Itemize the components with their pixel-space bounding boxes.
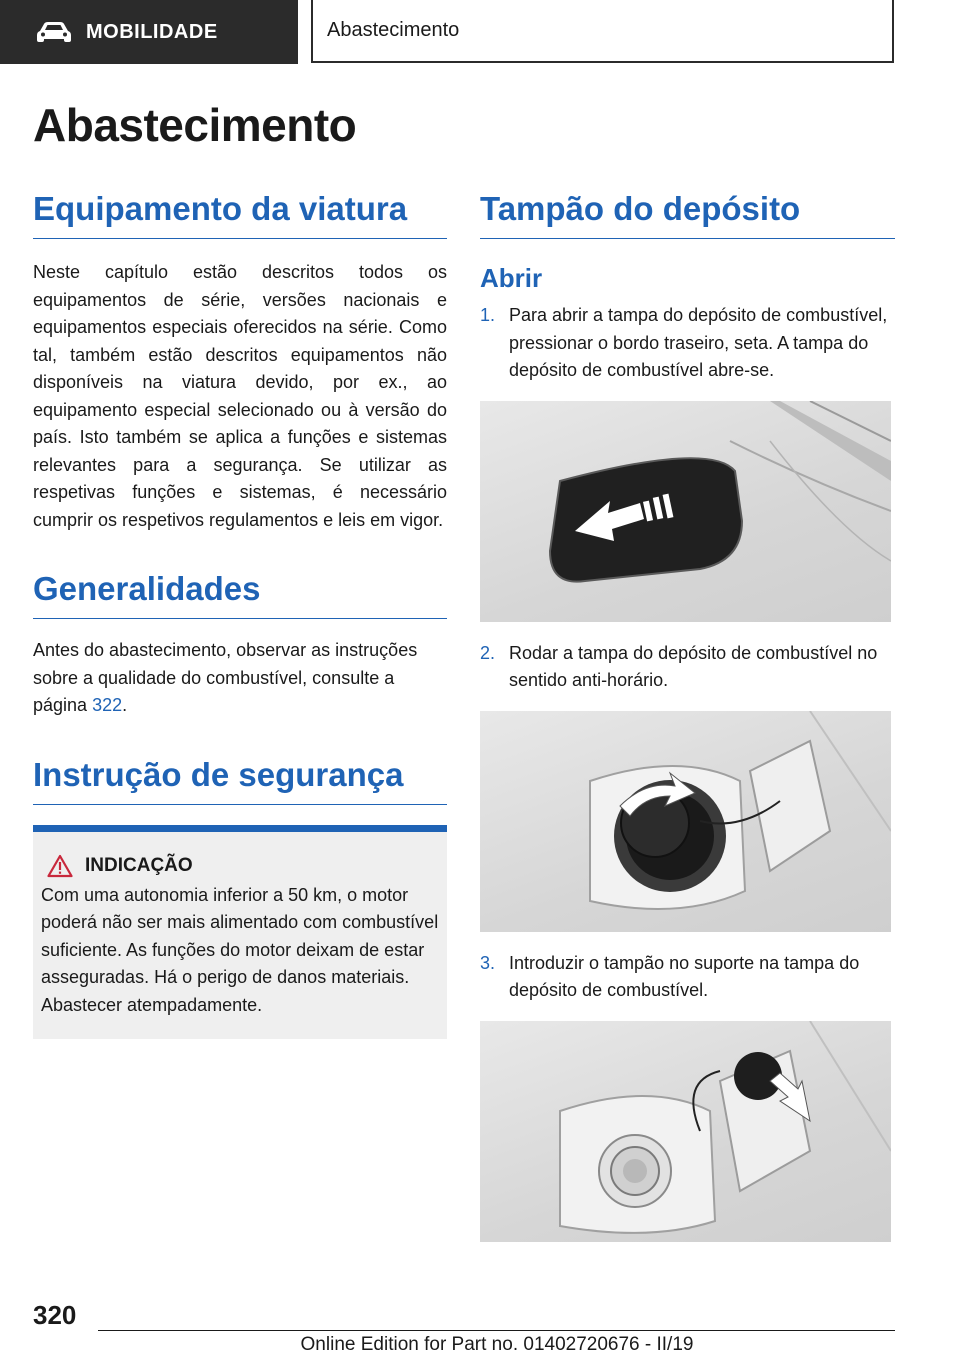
page-title: Abastecimento xyxy=(33,99,357,151)
step-number: 2. xyxy=(480,642,496,663)
safety-heading: Instrução de segurança xyxy=(33,756,447,805)
chapter-label: Abastecimento xyxy=(327,19,460,41)
step-2 xyxy=(480,640,895,695)
rotate-cap-image xyxy=(480,711,891,932)
step-1 xyxy=(480,302,895,385)
step-3 xyxy=(480,950,895,1005)
car-icon xyxy=(36,21,72,43)
page-link[interactable]: 322 xyxy=(92,695,123,715)
edition-note: Online Edition for Part no. 01402720676 - II/19 xyxy=(300,1334,694,1355)
general-text xyxy=(33,637,447,720)
right-column xyxy=(480,190,895,1242)
cap-holder-illustration xyxy=(480,1021,891,1242)
general-heading: Generalidades xyxy=(33,570,447,619)
chapter-box xyxy=(311,0,894,63)
section-tab[interactable] xyxy=(0,0,298,64)
general-text-end: . xyxy=(122,695,128,715)
notice-header xyxy=(41,854,439,878)
equipment-text: Neste capítulo estão descritos todos os equipamentos de série, versões nacionais e equipamentos especiais oferecidos na série. Como tal, também estão descritos equipamentos não disponíveis na viatura devido, por ex., ao equipamento especial selecionado ou à versão do país. Isto também se aplica a funções e sistemas relevantes para a segurança. Se utilizar as respetivas funções e sistemas, é necessário cumprir os respetivos regulamentos e leis em vigor. xyxy=(33,262,447,530)
warning-triangle-icon xyxy=(47,854,73,878)
step-number: 1. xyxy=(480,305,496,325)
step-text: Introduzir o tampão no suporte na tampa do depósito de combustível. xyxy=(509,952,860,1000)
section-label: MOBILIDADE xyxy=(86,20,218,43)
left-column xyxy=(33,190,447,1039)
fuel-flap-image xyxy=(480,401,891,622)
notice-title: INDICAÇÃO xyxy=(85,854,193,876)
open-heading: Abrir xyxy=(480,263,543,293)
notice-text: Com uma autonomia inferior a 50 km, o motor poderá não ser mais alimentado com combustível suficiente. As funções do motor deixam de estar asseguradas. Há o perigo de danos materiais. Abastecer atempadamente. xyxy=(41,884,439,1015)
rotate-cap-illustration xyxy=(480,711,891,932)
equipment-heading: Equipamento da viatura xyxy=(33,190,447,239)
fuel-flap-illustration xyxy=(480,401,891,622)
notice-box xyxy=(33,825,447,1040)
cap-holder-image xyxy=(480,1021,891,1242)
fuel-cap-heading: Tampão do depósito xyxy=(480,190,895,239)
footer-divider xyxy=(98,1330,895,1331)
step-number: 3. xyxy=(480,952,496,973)
page-number: 320 xyxy=(33,1300,77,1330)
step-text: Rodar a tampa do depósito de combustível no sentido anti-horário. xyxy=(509,642,878,690)
general-text-part: Antes do abastecimento, observar as instruções sobre a qualidade do combustível, consulte a página xyxy=(33,640,418,715)
step-text: Para abrir a tampa do depósito de combustível, pressionar o bordo traseiro, seta. A tampa do depósito de combustível abre-se. xyxy=(509,305,888,380)
